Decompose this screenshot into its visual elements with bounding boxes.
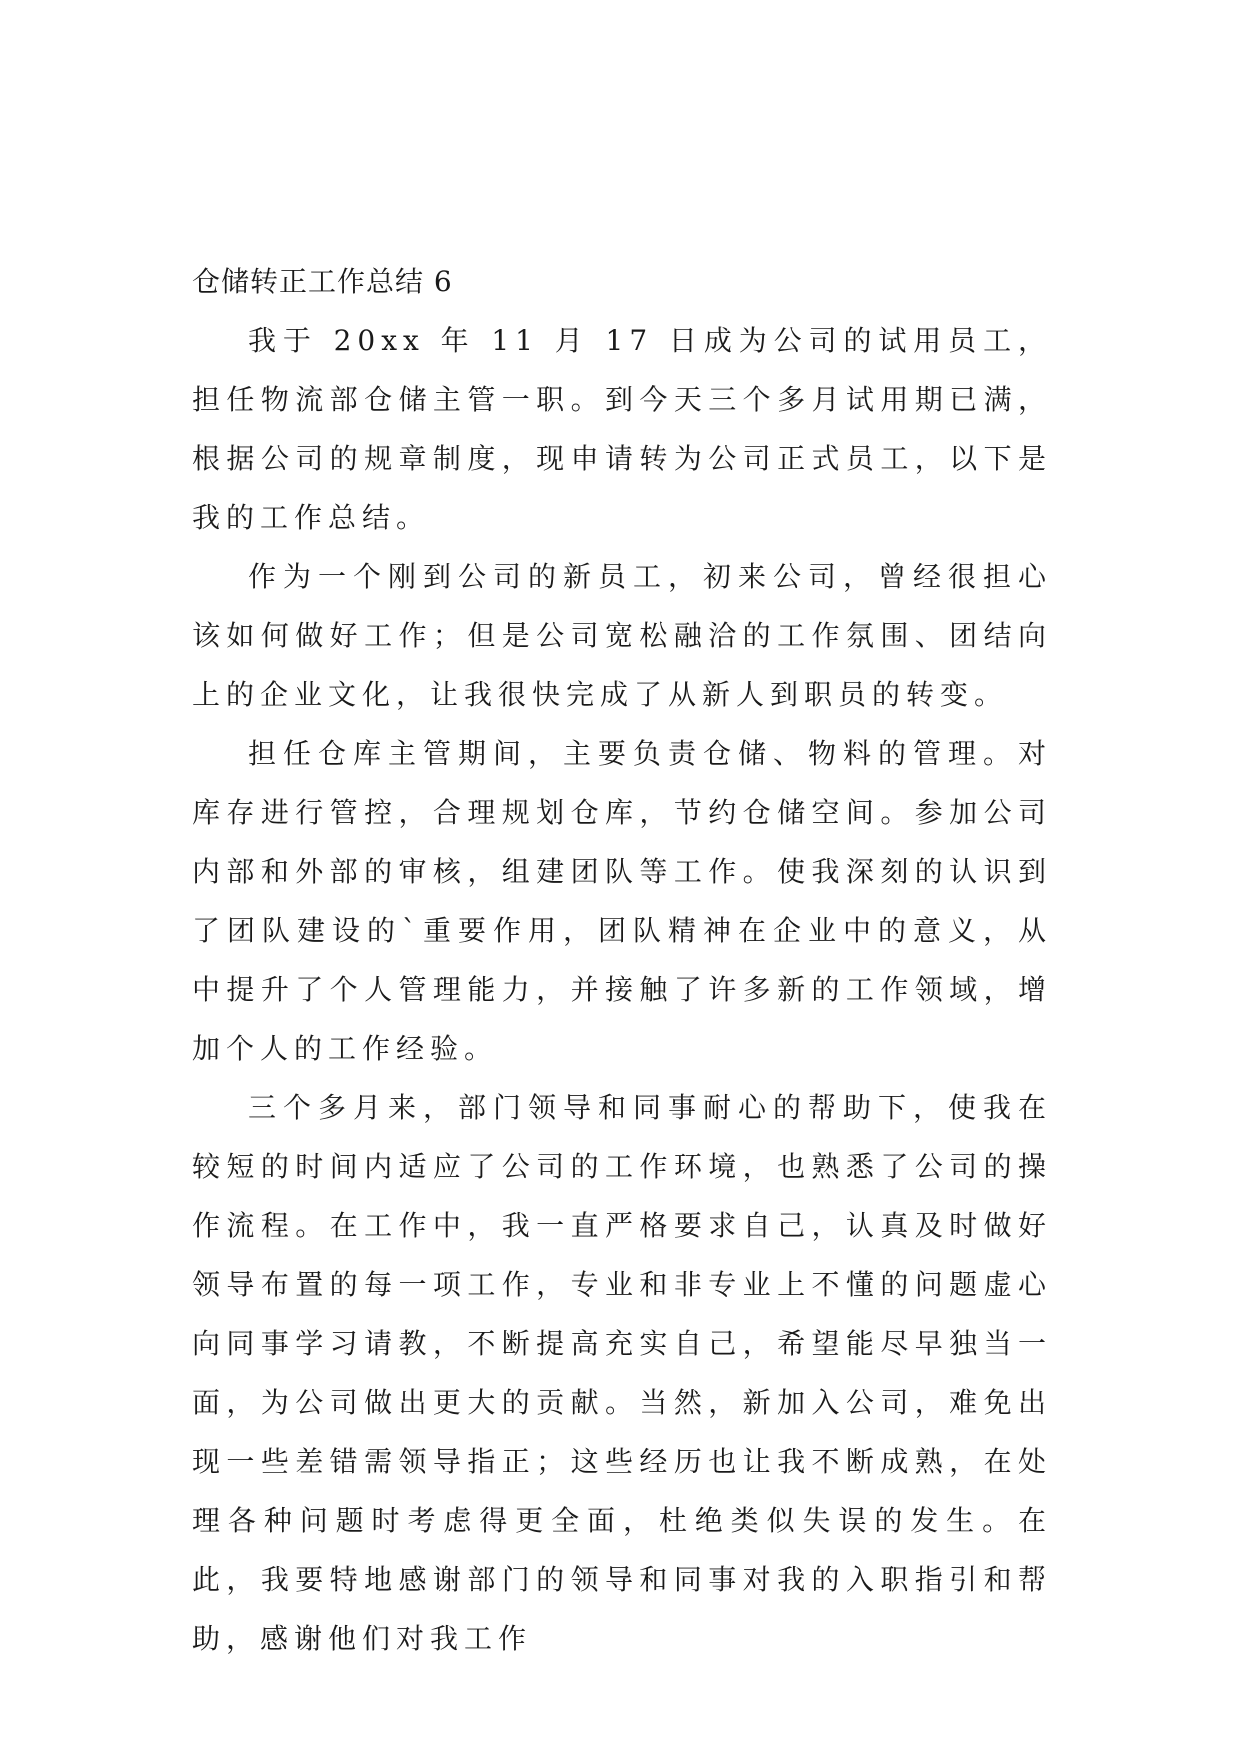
document-body xyxy=(192,252,1052,1668)
paragraph-adaptation: 作为一个刚到公司的新员工，初来公司，曾经很担心该如何做好工作；但是公司宽松融洽的工作氛围、团结向上的企业文化，让我很快完成了从新人到职员的转变。 xyxy=(192,560,1052,711)
paragraph-growth: 三个多月来，部门领导和同事耐心的帮助下，使我在较短的时间内适应了公司的工作环境，也熟悉了公司的操作流程。在工作中，我一直严格要求自己，认真及时做好领导布置的每一项工作，专业和非专业上不懂的问题虚心向同事学习请教，不断提高充实自己，希望能尽早独当一面，为公司做出更大的贡献。当然，新加入公司，难免出现一些差错需领导指正；这些经历也让我不断成熟，在处理各种问题时考虑得更全面，杜绝类似失误的发生。在此，我要特地感谢部门的领导和同事对我的入职指引和帮助，感谢他们对我工作 xyxy=(192,1091,1052,1655)
paragraph-responsibilities: 担任仓库主管期间，主要负责仓储、物料的管理。对库存进行管控，合理规划仓库，节约仓储空间。参加公司内部和外部的审核，组建团队等工作。使我深刻的认识到了团队建设的`重要作用，团队精神在企业中的意义，从中提升了个人管理能力，并接触了许多新的工作领域，增加个人的工作经验。 xyxy=(192,737,1052,1065)
paragraph-intro: 我于 20xx 年 11 月 17 日成为公司的试用员工，担任物流部仓储主管一职。到今天三个多月试用期已满，根据公司的规章制度，现申请转为公司正式员工，以下是我的工作总结。 xyxy=(192,324,1052,534)
document-title: 仓储转正工作总结 6 xyxy=(192,265,453,298)
